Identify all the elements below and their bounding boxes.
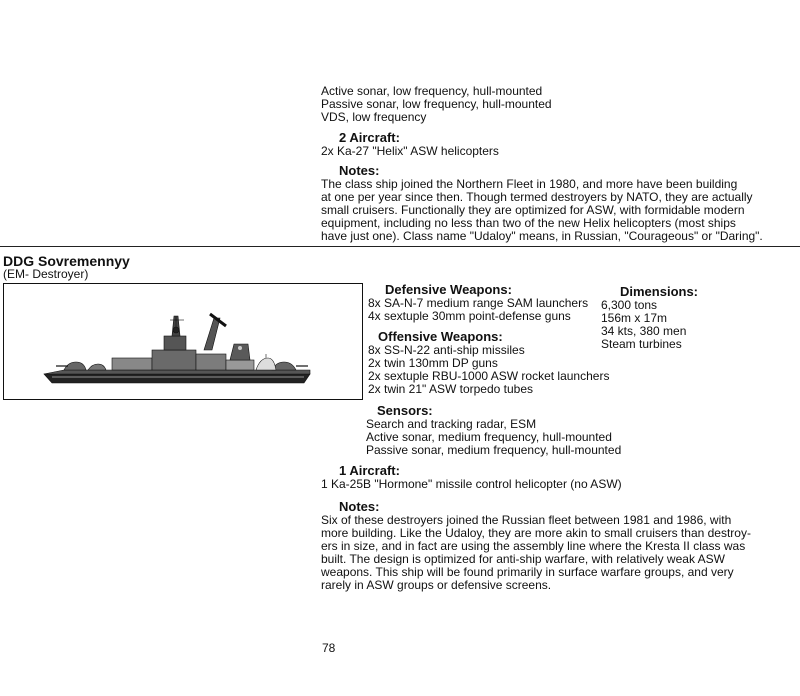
prev-notes-heading: Notes:: [339, 163, 380, 178]
list-item: 2x twin 21" ASW torpedo tubes: [368, 382, 534, 396]
list-item: 8x SS-N-22 anti-ship missiles: [368, 343, 525, 357]
ship-title: DDG Sovremennyy: [3, 253, 130, 269]
text-line: Passive sonar, low frequency, hull-mounted: [321, 97, 552, 111]
notes-body: [321, 513, 751, 592]
defensive-heading: Defensive Weapons:: [385, 282, 512, 297]
text-line: Active sonar, low frequency, hull-mounted: [321, 84, 543, 98]
aircraft-heading: 1 Aircraft:: [339, 463, 400, 478]
entry-header: [3, 255, 130, 281]
destroyer-silhouette-icon: [4, 284, 362, 399]
prev-aircraft-heading: 2 Aircraft:: [339, 130, 400, 145]
ship-subtitle: (EM- Destroyer): [3, 267, 89, 281]
list-item: Passive sonar, medium frequency, hull-mounted: [366, 443, 622, 457]
dimensions-list: [601, 299, 686, 351]
text-line: equipment, including no less than two of the new Helix helicopters (most ships: [321, 216, 736, 230]
ship-illustration-frame: [3, 283, 363, 400]
text-line: The class ship joined the Northern Fleet in 1980, and more have been building: [321, 177, 738, 191]
section-divider: [0, 246, 800, 247]
list-item: 6,300 tons: [601, 298, 658, 312]
text-line: at one per year since then. Though termed destroyers by NATO, they are actually: [321, 190, 753, 204]
text-line: VDS, low frequency: [321, 110, 427, 124]
page-number: 78: [322, 641, 336, 655]
text-line: 2x Ka-27 "Helix" ASW helicopters: [321, 144, 499, 158]
list-item: 34 kts, 380 men: [601, 324, 687, 338]
text-line: ers in size, and in fact are using the assembly line where the Kresta II class was: [321, 539, 746, 553]
notes-heading: Notes:: [339, 499, 380, 514]
text-line: built. The design is optimized for anti-ship warfare, with relatively weak ASW: [321, 552, 725, 566]
list-item: 4x sextuple 30mm point-defense guns: [368, 309, 571, 323]
prev-aircraft: [321, 145, 499, 158]
list-item: Active sonar, medium frequency, hull-mounted: [366, 430, 612, 444]
list-item: 2x sextuple RBU-1000 ASW rocket launchers: [368, 369, 610, 383]
text-line: have just one). Class name "Udaloy" means, in Russian, "Courageous" or "Daring".: [321, 229, 763, 243]
offensive-heading: Offensive Weapons:: [378, 329, 503, 344]
list-item: 156m x 17m: [601, 311, 668, 325]
text-line: small cruisers. Functionally they are optimized for ASW, with formidable modern: [321, 203, 745, 217]
sensors-heading: Sensors:: [377, 403, 433, 418]
text-line: rarely in ASW groups or defensive screens.: [321, 578, 552, 592]
text-line: weapons. This ship will be found primarily in surface warfare groups, and very: [321, 565, 734, 579]
list-item: Steam turbines: [601, 337, 682, 351]
dimensions-heading: Dimensions:: [620, 284, 699, 299]
list-item: 2x twin 130mm DP guns: [368, 356, 498, 370]
offensive-list: [368, 344, 609, 396]
text-line: Six of these destroyers joined the Russian fleet between 1981 and 1986, with: [321, 513, 732, 527]
text-line: more building. Like the Udaloy, they are more akin to small cruisers than destroy-: [321, 526, 751, 540]
list-item: Search and tracking radar, ESM: [366, 417, 537, 431]
aircraft-list: [321, 478, 622, 491]
prev-notes: [321, 177, 763, 243]
list-item: 1 Ka-25B "Hormone" missile control helicopter (no ASW): [321, 477, 622, 491]
sensors-list: [366, 418, 621, 457]
list-item: 8x SA-N-7 medium range SAM launchers: [368, 296, 589, 310]
prev-sensors: [321, 85, 741, 124]
defensive-list: [368, 297, 588, 323]
